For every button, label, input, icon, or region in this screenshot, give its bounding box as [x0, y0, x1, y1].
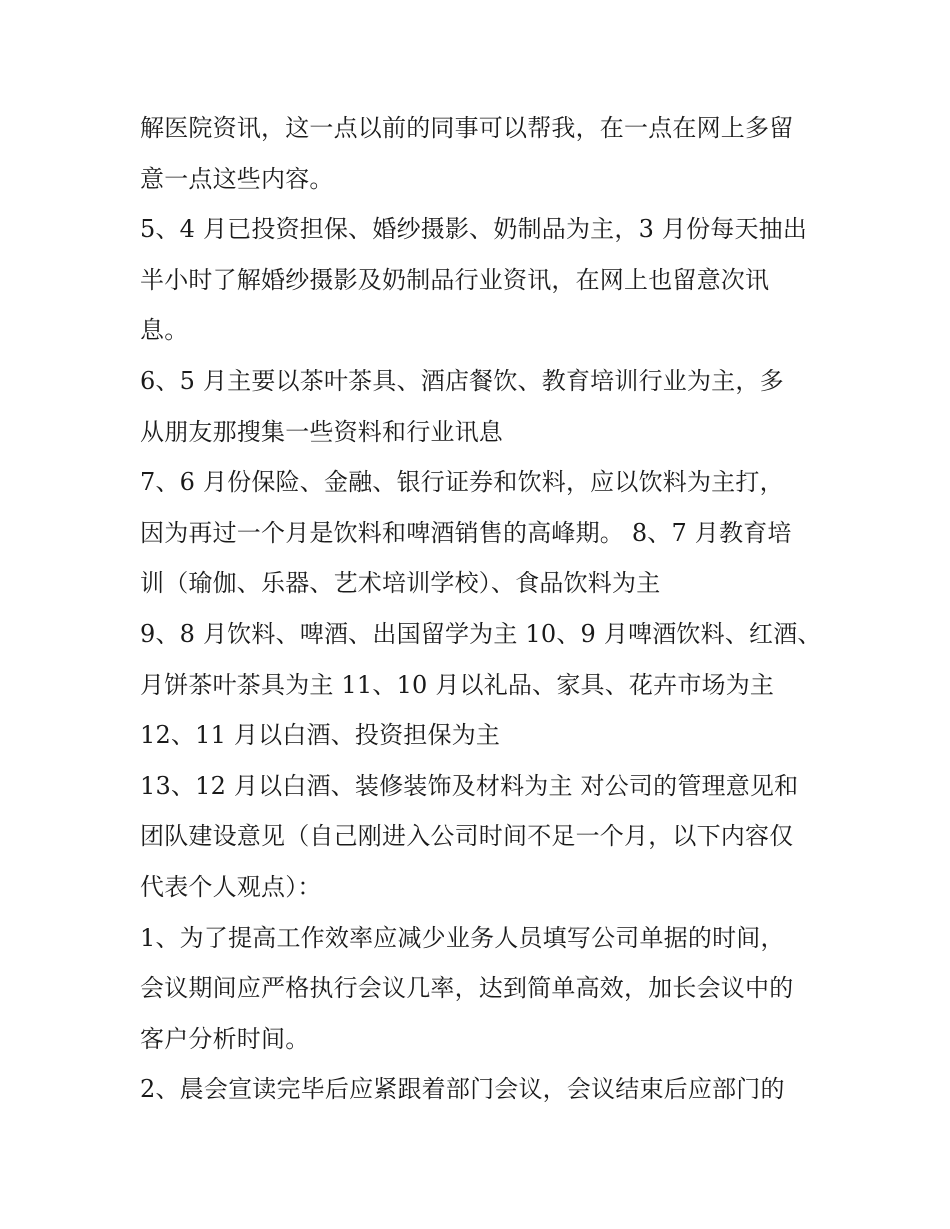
document-body	[140, 103, 830, 1115]
text-line: 解医院资讯，这一点以前的同事可以帮我，在一点在网上多留	[140, 114, 794, 142]
text-line: 代表个人观点）：	[140, 872, 322, 901]
text-line: 意一点这些内容。	[140, 164, 334, 193]
text-line: 团队建设意见（自己刚进入公司时间不足一个月，以下内容仅	[140, 822, 794, 851]
text-line: 从朋友那搜集一些资料和行业讯息	[140, 417, 503, 446]
text-line: 13、12 月以白酒、装修装饰及材料为主 对公司的管理意见和	[140, 771, 799, 800]
text-line: 6、5 月主要以茶叶茶具、酒店餐饮、教育培训行业为主，多	[140, 366, 784, 395]
text-line: 5、4 月已投资担保、婚纱摄影、奶制品为主，3 月份每天抽出	[140, 215, 808, 244]
text-line: 月饼茶叶茶具为主 11、10 月以礼品、家具、花卉市场为主	[140, 670, 775, 699]
text-line: 7、6 月份保险、金融、银行证券和饮料，应以饮料为主打，	[140, 468, 784, 497]
text-line: 半小时了解婚纱摄影及奶制品行业资讯，在网上也留意次讯	[140, 265, 770, 294]
text-line: 2、晨会宣读完毕后应紧跟着部门会议，会议结束后应部门的	[140, 1075, 785, 1104]
text-line: 9、8 月饮料、啤酒、出国留学为主 10、9 月啤酒饮料、红酒、	[140, 619, 822, 648]
text-line: 1、为了提高工作效率应减少业务人员填写公司单据的时间，	[140, 923, 785, 952]
text-line: 训（瑜伽、乐器、艺术培训学校）、食品饮料为主	[140, 569, 661, 598]
text-line: 息。	[140, 316, 189, 345]
text-line: 会议期间应严格执行会议几率，达到简单高效，加长会议中的	[140, 974, 794, 1003]
text-line: 客户分析时间。	[140, 1024, 310, 1053]
text-line: 因为再过一个月是饮料和啤酒销售的高峰期。 8、7 月教育培	[140, 518, 792, 547]
text-line: 12、11 月以白酒、投资担保为主	[140, 721, 501, 750]
